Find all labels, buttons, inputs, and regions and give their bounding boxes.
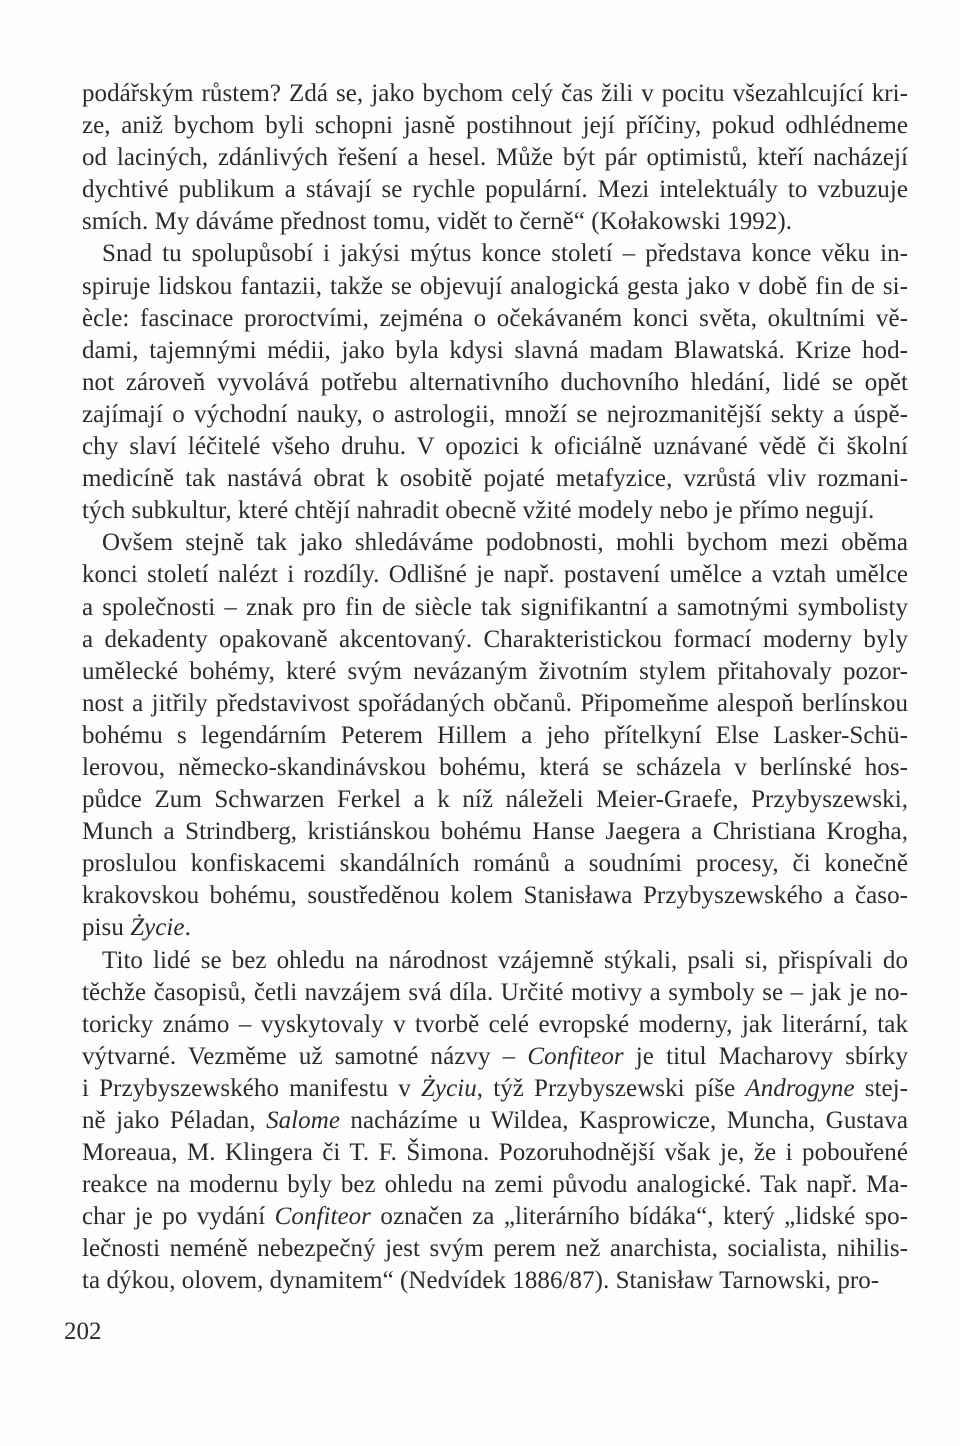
text-line: Moreaua, M. Klingera či T. F. Šimona. Pozoruhodnější však je, že i pobouřené (82, 1139, 908, 1167)
text-line: proslulou konfiskacemi skandálních románů a soudními procesy, či konečně (82, 850, 908, 878)
text-line: krakovskou bohému, soustředěnou kolem Stanisława Przybyszewského a časo- (82, 882, 908, 910)
text-line: umělecké bohémy, které svým nevázaným životním stylem přitahovaly pozor- (82, 657, 908, 685)
text-line: char je po vydání Confiteor označen za „literárního bídáka“, který „lidské spo- (82, 1203, 908, 1231)
text-line: ècle: fascinace proroctvími, zejména o očekávaném konci světa, okultními vě- (82, 304, 908, 332)
text-line: toricky známo – vyskytovaly v tvorbě celé evropské moderny, jak literární, tak (82, 1010, 908, 1038)
text-line: dychtivé publikum a stávají se rychle populární. Mezi intelektuály to vzbuzuje (82, 176, 908, 204)
text-line: chy slaví léčitelé všeho druhu. V opozici k oficiálně uznávané vědě či školní (82, 433, 908, 461)
text-line: ta dýkou, olovem, dynamitem“ (Nedvídek 1886/87). Stanisław Tarnowski, pro- (82, 1267, 880, 1295)
text-line: bohému s legendárním Peterem Hillem a jeho přítelkyní Else Lasker-Schü- (82, 721, 908, 749)
text-line: a společnosti – znak pro fin de siècle tak signifikantní a samotnými symbolisty (82, 593, 908, 621)
text-line: těchže časopisů, četli navzájem svá díla. Určité motivy a symboly se – jak je no- (82, 978, 908, 1006)
text-line: Snad tu spolupůsobí i jakýsi mýtus konce století – představa konce věku in- (102, 240, 908, 268)
text-line: lečnosti neméně nebezpečný jest svým perem než anarchista, socialista, nihilis- (82, 1235, 908, 1263)
body-text (82, 78, 908, 1298)
text-line: výtvarné. Vezměme už samotné názvy – Confiteor je titul Macharovy sbírky (82, 1042, 909, 1070)
text-line: not zároveň vyvolává potřebu alternativního duchovního hledání, lidé se opět (82, 368, 908, 396)
text-line: Munch a Strindberg, kristiánskou bohému Hanse Jaegera a Christiana Krogha, (82, 818, 908, 846)
text-line: ně jako Péladan, Salome nacházíme u Wildea, Kasprowicze, Muncha, Gustava (82, 1107, 908, 1134)
text-line: nost a jitřily představivost spořádaných občanů. Připomeňme alespoň berlínskou (82, 689, 908, 717)
text-line: Tito lidé se bez ohledu na národnost vzájemně stýkali, psali si, přispívali do (102, 946, 908, 974)
text-line: zajímají o východní nauky, o astrologii, množí se nejrozmanitější sekty a úspě- (82, 400, 908, 428)
text-line: Ovšem stejně tak jako shledáváme podobnosti, mohli bychom mezi oběma (102, 529, 908, 557)
text-line: a dekadenty opakovaně akcentovaný. Charakteristickou formací moderny byly (82, 625, 908, 653)
text-line: půdce Zum Schwarzen Ferkel a k níž náleželi Meier-Graefe, Przybyszewski, (82, 786, 908, 814)
text-line: i Przybyszewského manifestu v Życiu, týž Przybyszewski píše Androgyne stej- (82, 1074, 909, 1102)
text-line: reakce na modernu byly bez ohledu na zemi původu analogické. Tak např. Ma- (82, 1171, 908, 1199)
text-line: pisu Życie. (82, 914, 191, 942)
text-line: smích. My dáváme přednost tomu, vidět to černě“ (Kołakowski 1992). (82, 208, 793, 236)
text-line: od laciných, zdánlivých řešení a hesel. Může být pár optimistů, kteří nacházejí (82, 144, 908, 172)
text-line: lerovou, německo-skandinávskou bohému, která se scházela v berlínské hos- (82, 753, 908, 781)
text-line: podářským růstem? Zdá se, jako bychom celý čas žili v pocitu všezahlcující kri- (82, 80, 908, 107)
page-number: 202 (64, 1318, 102, 1345)
text-line: spiruje lidskou fantazii, takže se objevují analogická gesta jako v době fin de si- (82, 272, 908, 300)
text-line: dami, tajemnými médii, jako byla kdysi slavná madam Blawatská. Krize hod- (82, 336, 908, 364)
text-line: tých subkultur, které chtějí nahradit obecně vžité modely nebo je přímo negují. (82, 497, 875, 525)
text-line: konci století nalézt i rozdíly. Odlišné je např. postavení umělce a vztah umělce (82, 561, 908, 589)
text-line: medicíně tak nastává obrat k osobitě pojaté metafyzice, vzrůstá vliv rozmani- (82, 465, 908, 493)
text-line: ze, aniž bychom byli schopni jasně postihnout její příčiny, pokud odhlédneme (82, 112, 908, 140)
